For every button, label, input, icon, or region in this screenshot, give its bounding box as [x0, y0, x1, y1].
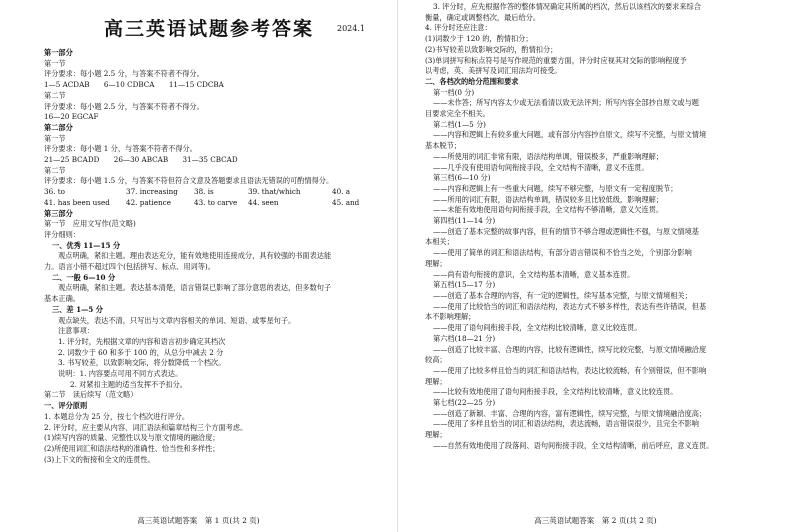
answer-key: 1—5 ACDAB 6—10 CDBCA 11—15 CDCBA: [44, 80, 224, 90]
note-item: 1. 评分时，先根据文章的内容和语言初步确定其档次: [58, 336, 226, 346]
fill-answers-row: [44, 187, 385, 198]
fill-answers-row: [44, 198, 385, 209]
grade-desc: 理解；: [425, 376, 447, 386]
principle-item: (3)上下文的衔接和全文的连贯性。: [44, 454, 155, 464]
section-heading: 第一节 应用文写作(范文略): [44, 219, 136, 229]
scoring-rule: 评分要求：每小题 2.5 分，与答案不符者不得分。: [44, 69, 204, 79]
section-heading: 第二节: [44, 90, 66, 100]
page-footer: 高三英语试题答案 第 2 页(共 2 页): [534, 516, 657, 525]
grade-desc: ——创造了新颖、丰富、合理的内容，富有逻辑性，续写完整，与原文情境融洽度高；: [433, 408, 707, 418]
fill-answer: 36. to: [44, 187, 65, 197]
document-title: 高三英语试题参考答案: [104, 18, 315, 40]
level-heading: 三、差 1—5 分: [52, 304, 103, 314]
note-item: 2. 对紧扣主题的适当发挥不予扣分。: [70, 379, 187, 389]
grade-desc: ——使用了简单的词汇和语法结构，有部分语言错误和不恰当之处，个别部分影响: [433, 248, 692, 258]
section-heading: 第一节: [44, 58, 66, 68]
grade-desc: ——使用了比较多样且恰当的词汇和语法结构，表达比较流畅，有个别错误，但不影响: [433, 365, 707, 375]
grade-desc: ——几乎没有使用语句间衔接手段，全文结构不清晰，意义不连贯。: [433, 162, 649, 172]
fill-answer: 44. seen: [248, 197, 279, 207]
part2-heading: 第二部分: [44, 122, 73, 132]
grade-range-heading: 二、各档次的给分范围和要求: [425, 76, 519, 86]
section-heading: 第二节 读后续写（范文略）: [44, 390, 138, 400]
grade-heading: 第一档(0 分): [433, 87, 475, 97]
page-footer: 高三英语试题答案 第 1 页(共 2 页): [137, 516, 260, 525]
grade-desc: 基本脱节；: [425, 141, 461, 151]
fill-answer: 38. is: [194, 187, 214, 197]
grade-desc: ——所用的词汇有限，语法结构单调，错误较多且比较低级，影响理解；: [433, 194, 664, 204]
grade-desc: ——尚有语句衔接的意识，全文结构基本清晰，意义基本连贯。: [433, 269, 635, 279]
document-date: 2024.1: [337, 24, 365, 33]
fill-answer: 40. a: [332, 187, 351, 197]
grade-desc: ——创造了比较丰富、合理的内容，比较有逻辑性，续写比较完整，与原文情境融洽度: [433, 344, 707, 354]
grade-desc: ——未作答；所写内容太少或无法看清以致无法评判；所写内容全部抄自原文或与题: [433, 98, 699, 108]
scoring-rule: 评分要求：每小题 2.5 分，与答案不符者不得分。: [44, 101, 204, 111]
grade-desc: ——内容和逻辑上有较多重大问题，或有部分内容抄自原文，续写不完整，与原文情境: [433, 130, 707, 140]
grade-desc: ——比较有效地使用了语句间衔接手段，全文结构比较清晰，意义比较连贯。: [433, 387, 678, 397]
scoring-rule: 评分要求：每小题 1 分，与答案不符者不得分。: [44, 144, 197, 154]
title-row: [44, 14, 385, 48]
principle-item: (3)单词拼写和标点符号是写作规范的重要方面，评分时应视其对交际的影响程度予: [425, 55, 687, 65]
level-desc: 观点明确，紧扣主题。表达基本清楚，语言错误已影响了部分意思的表达，但多数句子: [58, 283, 332, 293]
fill-answer: 42. patience: [126, 197, 171, 207]
grade-desc: ——自然有效地使用了段落间、语句间衔接手段，全文结构清晰，前后呼应，意义连贯。: [433, 440, 714, 450]
grade-desc: ——创造了基本完整的故事内容，但有的情节不够合理或逻辑性不强，与原文情境基: [433, 226, 699, 236]
section-heading: 第二节: [44, 165, 66, 175]
level-heading: 一、优秀 11—15 分: [52, 240, 121, 250]
answer-key: 21—25 BCADD 26—30 ABCAB 31—35 CBCAD: [44, 155, 238, 165]
level-desc: 观点明确，紧扣主题。理由表达充分，能有效地使用连接成分，具有较强的书面表达能: [58, 251, 332, 261]
scoring-detail-heading: 评分细则：: [44, 229, 80, 239]
section-heading: 第一节: [44, 133, 66, 143]
fill-answer: 43. to carve: [194, 197, 238, 207]
level-heading: 二、一般 6—10 分: [52, 272, 116, 282]
principle-item: 3. 评分时，应先根据作答的整体情况确定其所属的档次，然后以该档次的要求来综合: [433, 2, 701, 11]
principle-item: (1)词数少于 120 的，酌情扣分；: [425, 34, 533, 44]
grade-heading: 第六档(18—21 分): [433, 333, 496, 343]
level-desc: 力。语言小错不超过四个(包括拼写、标点、用词等)。: [44, 262, 215, 272]
scoring-rule: 评分要求：每小题 1.5 分，与答案不符但符合文意及答题要求且语法无错误的可酌情得分。: [44, 176, 334, 186]
notes-heading: 注意事项：: [58, 326, 94, 336]
principle-item: (1)续写内容的质量、完整性以及与原文情境的融洽度；: [44, 433, 220, 443]
grade-desc: ——使用了比较恰当的词汇和语法结构，表达方式不够多样性，表达有些许错误，但基: [433, 301, 707, 311]
grade-desc: ——使用了多样且恰当的词汇和语法结构，表达流畅，语言错误很少，且完全不影响: [433, 419, 699, 429]
grade-heading: 第三档(6—10 分): [433, 173, 491, 183]
grade-heading: 第五档(15—17 分): [433, 280, 496, 290]
note-item: 说明：1. 内容要点可用不同方式表达。: [58, 369, 183, 379]
answer-key: 16—20 EGCAF: [44, 112, 99, 122]
grade-heading: 第七档(22—25 分): [433, 398, 496, 408]
grade-heading: 第二档(1—5 分): [433, 119, 486, 129]
fill-answer: 37. increasing: [126, 187, 178, 197]
principle-item: (2)书写较差以致影响交际的，酌情扣分；: [425, 44, 558, 54]
principle-item: (2)所使用词汇和语法结构的准确性、恰当性和多样性；: [44, 443, 220, 453]
part1-heading: 第一部分: [44, 48, 73, 57]
grade-desc: 较高；: [425, 355, 447, 365]
principle-item: 4. 评分时还应注意：: [425, 23, 492, 33]
grade-desc: ——未能有效地使用语句间衔接手段，全文结构不够清晰，意义欠连贯。: [433, 205, 664, 215]
level-desc: 观点缺失，表达不清，只写出与文章内容相关的单词、短语、或零星句子。: [58, 315, 296, 325]
level-desc: 基本正确。: [44, 294, 80, 304]
grade-desc: 理解；: [425, 430, 447, 440]
principle-heading: 一、评分原则: [44, 401, 88, 411]
fill-answer: 41. has been used: [44, 197, 110, 207]
principle-item: 2. 评分时，应主要从内容、词汇语法和篇章结构三个方面考虑。: [44, 422, 248, 432]
grade-heading: 第四档(11—14 分): [433, 216, 496, 226]
principle-item: 以考虑，英、美拼写及词汇用法均可接受。: [425, 66, 562, 76]
grade-desc: ——使用了语句间衔接手段，全文结构比较清晰，意义比较连贯。: [433, 323, 642, 333]
grade-desc: ——所使用的词汇非常有限，语法结构单调，错误极多，严重影响理解；: [433, 151, 664, 161]
grade-desc: 理解；: [425, 258, 447, 268]
fill-answer: 39. that/which: [248, 187, 301, 197]
principle-item: 1. 本题总分为 25 分，按七个档次进行评分。: [44, 411, 190, 421]
part3-heading: 第三部分: [44, 208, 73, 218]
grade-desc: ——内容和逻辑上有一些重大问题，续写不够完整，与原文有一定程度脱节；: [433, 183, 678, 193]
answer-page-2: [397, 0, 794, 532]
grade-desc: ——创造了基本合理的内容，有一定的逻辑性，续写基本完整，与原文情境相关；: [433, 290, 692, 300]
grade-desc: 目要求完全不相关。: [425, 109, 490, 119]
note-item: 2. 词数少于 60 和多于 100 的，从总分中减去 2 分: [58, 347, 224, 357]
principle-item: 衡量，确定或调整档次，最后给分。: [425, 12, 541, 22]
fill-answer: 45. and: [332, 197, 360, 207]
grade-desc: 本不影响理解；: [425, 312, 476, 322]
grade-desc: 本相关；: [425, 237, 454, 247]
note-item: 3. 书写较差，以致影响交际，将分数降低一个档次。: [58, 358, 226, 368]
